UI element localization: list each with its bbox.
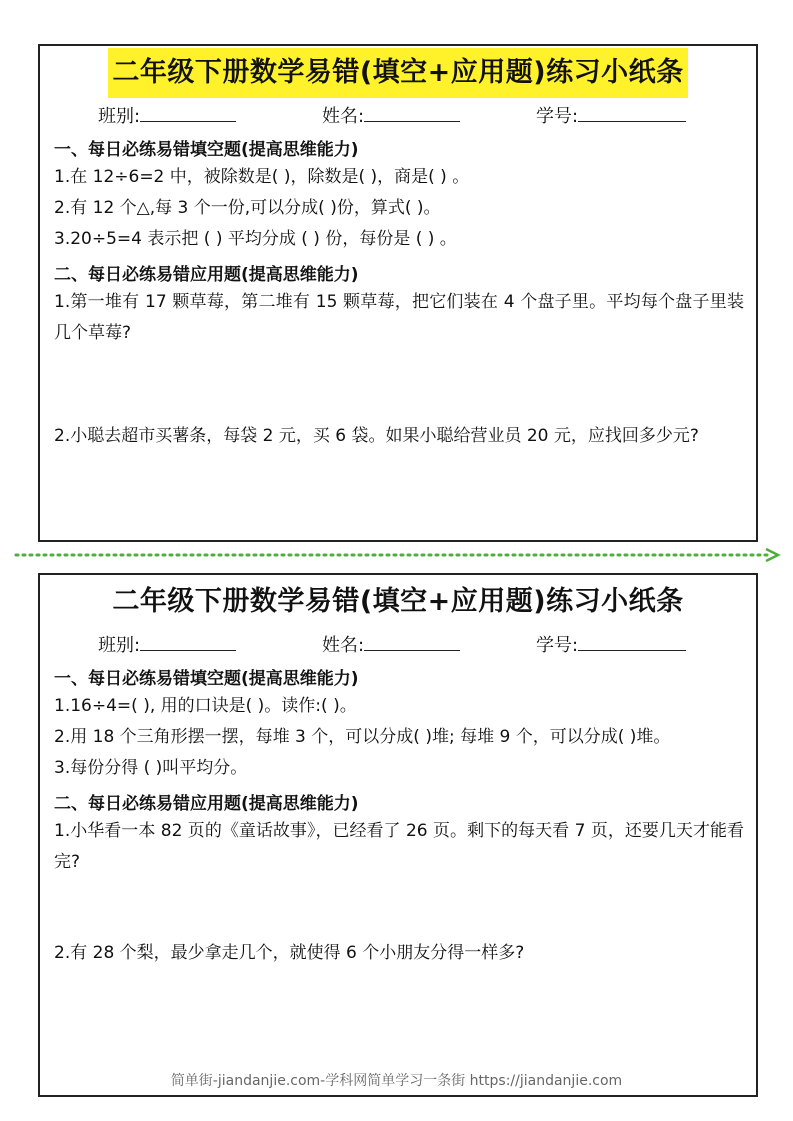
- bottom-fill-question-3: 3.每份分得 ( )叫平均分。: [54, 758, 248, 778]
- bottom-class-field: 班别:: [98, 631, 236, 657]
- bottom-fill-question-1: 1.16÷4=( ), 用的口诀是( )。读作:( )。: [54, 696, 357, 716]
- bottom-section-app-heading: 二、每日必练易错应用题(提高思维能力): [54, 794, 359, 814]
- top-app-question-2: 2.小聪去超市买薯条，每袋 2 元，买 6 袋。如果小聪给营业员 20 元，应找回多少元?: [54, 426, 699, 446]
- dotted-arrow-divider: [14, 548, 784, 562]
- top-fill-question-3: 3.20÷5=4 表示把 ( ) 平均分成 ( ) 份，每份是 ( ) 。: [54, 229, 457, 249]
- top-class-field: 班别:: [98, 102, 236, 128]
- page-footer: 简单街-jiandanjie.com-学科网简单学习一条街 https://jiandanjie.com: [170, 1073, 623, 1089]
- bottom-answer-space-1: [40, 878, 756, 938]
- top-id-field: 学号:: [536, 102, 686, 128]
- bottom-section-fill-heading: 一、每日必练易错填空题(提高思维能力): [54, 669, 359, 689]
- bottom-app-question-1: 1.小华看一本 82 页的《童话故事》，已经看了 26 页。剩下的每天看 7 页，还要几天才能看完?: [54, 821, 744, 872]
- bottom-fill-question-2: 2.用 18 个三角形摆一摆，每堆 3 个，可以分成( )堆; 每堆 9 个，可以分成( )堆。: [54, 727, 671, 747]
- bottom-info-row: [40, 629, 756, 659]
- bottom-id-field: 学号:: [536, 631, 686, 657]
- top-answer-space-1: [40, 349, 756, 421]
- bottom-app-question-2: 2.有 28 个梨，最少拿走几个，就使得 6 个小朋友分得一样多?: [54, 943, 525, 963]
- top-app-question-1: 1.第一堆有 17 颗草莓，第二堆有 15 颗草莓，把它们装在 4 个盘子里。平均每个盘子里装几个草莓?: [54, 292, 744, 343]
- bottom-name-field: 姓名:: [322, 631, 460, 657]
- top-fill-question-1: 1.在 12÷6=2 中，被除数是( )，除数是( )，商是( ) 。: [54, 167, 470, 187]
- top-name-field: 姓名:: [322, 102, 460, 128]
- bottom-worksheet-title: 二年级下册数学易错(填空+应用题)练习小纸条: [112, 586, 684, 617]
- top-info-row: [40, 100, 756, 130]
- top-section-app-heading: 二、每日必练易错应用题(提高思维能力): [54, 265, 359, 285]
- top-worksheet-card: [38, 44, 758, 542]
- bottom-worksheet-card: [38, 573, 758, 1097]
- top-worksheet-title: 二年级下册数学易错(填空+应用题)练习小纸条: [108, 48, 687, 98]
- top-section-fill-heading: 一、每日必练易错填空题(提高思维能力): [54, 140, 359, 160]
- top-fill-question-2: 2.有 12 个△,每 3 个一份,可以分成( )份，算式( )。: [54, 198, 441, 218]
